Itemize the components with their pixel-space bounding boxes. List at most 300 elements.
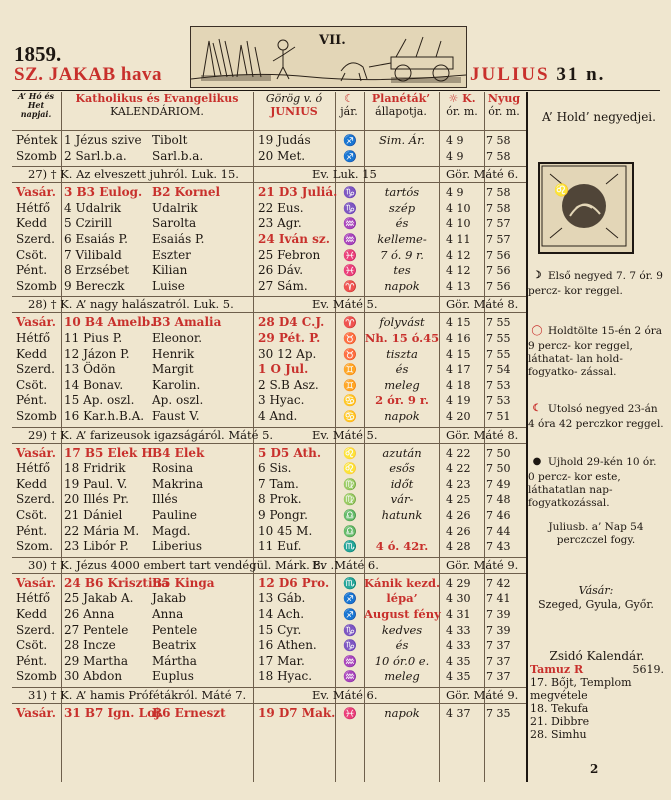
zodiac-sign-icon: ♑ <box>343 186 357 200</box>
planet-cell: Sim. Ár. <box>379 133 425 147</box>
year: 1859. <box>14 42 62 66</box>
header-vignette <box>190 26 467 88</box>
sunset-cell: 7 55 <box>486 331 511 345</box>
gospel-line <box>12 167 526 182</box>
protestant-cell: Luise <box>152 278 185 293</box>
fairs <box>530 584 662 612</box>
greek-cell: 11 Euf. <box>258 539 302 554</box>
gospel-line <box>12 297 526 312</box>
catholic-cell: 22 Mária M. <box>64 523 140 538</box>
protestant-cell: Euplus <box>152 669 194 684</box>
sunset-cell: 7 42 <box>486 576 511 590</box>
col-weekday-header: A’ Hó és Het napjai. <box>17 91 55 119</box>
sunset-cell: 7 44 <box>486 524 511 538</box>
sunrise-cell: 4 10 <box>446 217 471 231</box>
catholic-cell: 10 B4 Amelb. <box>64 315 155 330</box>
table-row <box>12 477 526 493</box>
catholic-cell: 27 Pentele <box>64 622 129 637</box>
gospel-line <box>12 428 526 443</box>
sunrise-cell: 4 19 <box>446 394 471 408</box>
moon-phase-icon: ☾ <box>532 403 542 414</box>
zodiac-sign-icon: ♒ <box>343 670 357 684</box>
lion-icon <box>540 164 628 248</box>
catholic-cell: 17 B5 Elek H. <box>64 445 157 460</box>
protestant-cell: Sarl.b.a. <box>152 148 204 163</box>
sunset-cell: 7 58 <box>486 186 511 200</box>
moon-phase-icon: ☽ <box>532 270 542 281</box>
zodiac-sign-icon: ♐ <box>343 149 357 163</box>
catholic-cell: 25 Jakab A. <box>64 591 134 606</box>
sunset-cell: 7 39 <box>486 623 511 637</box>
sunset-cell: 7 56 <box>486 264 511 278</box>
rule-h <box>12 443 526 444</box>
planet-cell: kelleme- <box>377 231 427 246</box>
sunrise-cell: 4 22 <box>446 462 471 476</box>
greek-cell: 13 Gáb. <box>258 591 306 606</box>
sunrise-cell: 4 33 <box>446 623 471 637</box>
weekday-cell: Vasár. <box>16 185 56 200</box>
planet-cell: lépa’ <box>386 591 418 606</box>
rule-h <box>12 130 526 131</box>
svg-text:♌: ♌ <box>554 183 569 197</box>
sunrise-cell: 4 35 <box>446 654 471 668</box>
table-row <box>12 279 526 295</box>
sunrise-cell: 4 26 <box>446 508 471 522</box>
zodiac-sign-icon: ♓ <box>343 248 357 262</box>
planet-cell: napok <box>384 706 420 720</box>
sunrise-cell: 4 12 <box>446 264 471 278</box>
month-title-hu: SZ. JAKAB hava <box>14 64 162 85</box>
weekday-cell: Vasár. <box>16 575 56 590</box>
weekday-cell: Hétfő <box>16 461 51 476</box>
weekday-cell: Vasár. <box>16 706 56 720</box>
jewish-month: Tamuz R <box>530 663 584 676</box>
protestant-cell: Liberius <box>152 539 203 554</box>
gospel-greek: Gör. Máté 6. <box>446 167 519 182</box>
table-row <box>12 539 526 555</box>
sunrise-cell: 4 9 <box>446 134 464 147</box>
col-sunset-sub: ór. m. <box>488 105 520 118</box>
planet-cell: és <box>395 362 409 377</box>
zodiac-sign-icon: ♑ <box>343 201 357 215</box>
zodiac-sign-icon: ♍ <box>343 477 357 491</box>
weekday-cell: Hétfő <box>16 591 51 606</box>
greek-cell: 16 Athen. <box>258 638 317 653</box>
moon-phase-item <box>528 322 664 379</box>
sunset-cell: 7 54 <box>486 363 511 377</box>
sunrise-cell: 4 33 <box>446 639 471 653</box>
weekday-cell: Pént. <box>16 653 48 668</box>
table-row <box>12 461 526 477</box>
catholic-cell: 11 Pius P. <box>64 330 123 345</box>
table-row <box>12 378 526 394</box>
protestant-cell: Pentele <box>152 622 198 637</box>
col-planets-sub: állapotja. <box>375 105 427 118</box>
table-row <box>12 315 526 331</box>
gospel-catholic: 28) † K. A’ nagy halászatról. Luk. 5. <box>28 297 234 312</box>
protestant-cell: Anna <box>152 606 184 621</box>
weekday-cell: Szomb <box>16 278 57 293</box>
weekday-cell: Szerd. <box>16 622 55 637</box>
rule-v-right <box>526 92 528 782</box>
gospel-evangelical: Ev. Luk. 15 <box>312 167 377 182</box>
sunset-cell: 7 48 <box>486 493 511 507</box>
weekday-cell: Vasár. <box>16 445 56 460</box>
protestant-cell: Magd. <box>152 523 191 538</box>
planet-cell: 2 ór. 9 r. <box>375 393 429 408</box>
planet-cell: tartós <box>384 185 420 200</box>
weekday-cell: Szomb <box>16 148 57 163</box>
table-row <box>12 216 526 232</box>
protestant-cell: Karolin. <box>152 377 201 392</box>
catholic-cell: 1 Jézus szive <box>64 133 142 147</box>
table-row <box>12 492 526 508</box>
protestant-cell: Beatrix <box>152 638 197 653</box>
greek-cell: 20 Met. <box>258 148 306 163</box>
catholic-cell: 2 Sarl.b.a. <box>64 148 127 163</box>
catholic-cell: 14 Bonav. <box>64 377 124 392</box>
gospel-greek: Gör. Máté 9. <box>446 557 519 572</box>
zodiac-sign-icon: ♐ <box>343 592 357 606</box>
month-roman-numeral: VII. <box>319 33 346 48</box>
planet-cell: esős <box>389 461 415 476</box>
gospel-greek: Gör. Máté 9. <box>446 688 519 702</box>
weekday-cell: Csöt. <box>16 638 48 653</box>
catholic-cell: 26 Anna <box>64 606 115 621</box>
week-block <box>12 133 526 164</box>
weekday-cell: Csöt. <box>16 247 48 262</box>
jewish-item: 17. Bőjt, Templom megvétele <box>530 676 632 702</box>
sunset-cell: 7 55 <box>486 316 511 330</box>
table-row <box>12 446 526 462</box>
table-row <box>12 232 526 248</box>
zodiac-sign-icon: ♐ <box>343 134 357 147</box>
zodiac-sign-icon: ♓ <box>343 264 357 278</box>
planet-cell: 4 ó. 42r. <box>375 539 429 554</box>
table-row <box>12 638 526 654</box>
zodiac-sign-icon: ♈ <box>343 316 357 330</box>
zodiac-sign-icon: ♍ <box>343 493 357 507</box>
protestant-cell: Pauline <box>152 507 197 522</box>
weekday-cell: Szerd. <box>16 362 55 377</box>
sunset-cell: 7 39 <box>486 607 511 621</box>
catholic-cell: 20 Illés Pr. <box>64 492 129 507</box>
weekday-cell: Szomb <box>16 669 57 684</box>
greek-cell: 19 Judás <box>258 133 311 147</box>
planet-cell <box>364 524 440 540</box>
catholic-cell: 4 Udalrik <box>64 200 122 215</box>
sunrise-cell: 4 16 <box>446 331 471 345</box>
planet-cell: és <box>395 216 409 231</box>
catholic-cell: 6 Esaiás P. <box>64 231 128 246</box>
zodiac-sign-icon: ♊ <box>343 378 357 392</box>
planet-cell: hatunk <box>381 507 423 522</box>
protestant-cell: Sarolta <box>152 216 197 231</box>
weekday-cell: Szom. <box>16 539 53 554</box>
catholic-cell: 3 B3 Eulog. <box>64 185 143 200</box>
jewish-calendar <box>530 650 664 741</box>
col-calendar-title: KALENDÁRIOM. <box>110 105 204 118</box>
week-block <box>12 446 526 555</box>
sunset-cell: 7 58 <box>486 149 511 163</box>
planet-cell: Nh. 15 ó.45 <box>364 330 440 345</box>
greek-cell: 19 D7 Mak. <box>258 706 336 720</box>
sunset-cell: 7 57 <box>486 232 511 246</box>
gospel-catholic: 29) † K. A’ farizeusok igazságáról. Máté 5. <box>28 427 274 442</box>
greek-cell: 18 Hyac. <box>258 669 313 684</box>
sunrise-cell: 4 30 <box>446 592 471 606</box>
greek-cell: 22 Eus. <box>258 200 304 215</box>
catholic-cell: 9 Bereczk <box>64 278 125 293</box>
sunset-cell: 7 37 <box>486 639 511 653</box>
greek-cell: 28 D4 C.J. <box>258 315 325 330</box>
greek-cell: 5 D5 Ath. <box>258 445 322 460</box>
weekday-cell: Szerd. <box>16 492 55 507</box>
table-row <box>12 263 526 279</box>
protestant-cell: Udalrik <box>152 200 198 215</box>
planet-cell: napok <box>384 278 420 293</box>
moon-phase-text: Első negyed 7. 7 ór. 9 percz- kor reggel. <box>528 270 663 297</box>
zodiac-sign-icon: ♑ <box>343 639 357 653</box>
catholic-cell: 16 Kar.h.B.A. <box>64 408 145 423</box>
sunrise-cell: 4 9 <box>446 149 464 163</box>
zodiac-sign-icon: ♓ <box>343 707 357 720</box>
greek-cell: 30 12 Ap. <box>258 346 317 361</box>
moon-phase-text: Ujhold 29-kén 10 ór. 0 percz- kor este, láthatatlan nap-fogyatkozással. <box>528 456 657 509</box>
table-row <box>12 623 526 639</box>
table-row <box>12 508 526 524</box>
table-row <box>12 393 526 409</box>
planet-cell: napok <box>384 408 420 423</box>
planet-cell: azután <box>382 445 422 460</box>
weekday-cell: Pént. <box>16 523 48 538</box>
sunset-cell: 7 35 <box>486 707 511 720</box>
catholic-cell: 18 Fridrik <box>64 461 126 476</box>
sunset-cell: 7 37 <box>486 670 511 684</box>
moon-phase-text: Holdtölte 15-én 2 óra 9 percz- kor reggel, láthatat- lan hold-fogyatko- zással. <box>528 325 663 378</box>
catholic-cell: 21 Dániel <box>64 507 123 522</box>
protestant-cell: Eszter <box>152 247 191 262</box>
planet-cell: meleg <box>384 669 420 684</box>
col-planets-header <box>364 92 438 130</box>
zodiac-sign-icon: ♎ <box>343 524 357 538</box>
table-row <box>12 149 526 165</box>
week-block <box>12 315 526 424</box>
weekday-cell: Szerd. <box>16 231 55 246</box>
weekday-cell: Pént. <box>16 393 48 408</box>
sunrise-cell: 4 15 <box>446 347 471 361</box>
planet-cell: tes <box>393 263 411 278</box>
sunrise-cell: 4 9 <box>446 186 464 200</box>
zodiac-sign-icon: ♉ <box>343 331 357 345</box>
col-moon-header <box>335 92 363 130</box>
planet-cell: időt <box>390 476 414 491</box>
table-row <box>12 607 526 623</box>
zodiac-sign-icon: ♒ <box>343 232 357 246</box>
sunrise-cell: 4 35 <box>446 670 471 684</box>
gospel-evangelical: Ev. Máté 6. <box>312 688 378 702</box>
table-row <box>12 591 526 607</box>
zodiac-sign-icon: ♌ <box>343 462 357 476</box>
zodiac-sign-icon: ♐ <box>343 607 357 621</box>
gospel-evangelical: Ev. Máté 5. <box>312 427 378 442</box>
sunset-cell: 7 51 <box>486 409 511 423</box>
month-days: 31 n. <box>556 64 606 85</box>
planet-cell: folyvást <box>379 315 425 330</box>
protestant-cell: Makrina <box>152 476 204 491</box>
greek-cell: 12 D6 Pro. <box>258 575 330 590</box>
weekday-cell: Szomb <box>16 408 57 423</box>
jewish-item: 18. Tekufa <box>530 702 589 715</box>
sunset-cell: 7 53 <box>486 394 511 408</box>
fairs-text: Szeged, Gyula, Győr. <box>538 598 654 611</box>
catholic-cell: 12 Jázon P. <box>64 346 130 361</box>
zodiac-sign-icon: ♎ <box>343 508 357 522</box>
planet-cell: 10 ór.0 e. <box>374 653 430 668</box>
table-row <box>12 654 526 670</box>
weekday-cell: Vasár. <box>16 315 56 330</box>
zodiac-sign-icon: ♊ <box>343 363 357 377</box>
col-greek-header <box>254 92 334 130</box>
moon-header-icon: ☾ <box>344 92 354 105</box>
sunset-cell: 7 55 <box>486 347 511 361</box>
table-row <box>12 409 526 425</box>
protestant-cell: B3 Amalia <box>152 315 222 330</box>
col-moon-title: jár. <box>340 105 358 118</box>
greek-cell: 25 Febron <box>258 247 321 262</box>
zodiac-sign-icon: ♏ <box>343 576 357 590</box>
greek-cell: 7 Tam. <box>258 476 299 491</box>
sunset-cell: 7 49 <box>486 477 511 491</box>
catholic-cell: 23 Libór P. <box>64 539 129 554</box>
gospel-greek: Gör. Máté 8. <box>446 427 519 442</box>
catholic-cell: 19 Paul. V. <box>64 476 128 491</box>
rule-h <box>12 312 526 313</box>
sunrise-cell: 4 28 <box>446 540 471 554</box>
gospel-catholic: 30) † K. Jézus 4000 embert tart vendégül. Márk. 8. <box>28 557 325 572</box>
jewish-year: 5619. <box>632 663 664 676</box>
sunrise-cell: 4 31 <box>446 607 471 621</box>
sunset-cell: 7 46 <box>486 508 511 522</box>
rule-h <box>12 573 526 574</box>
planet-cell <box>364 149 440 165</box>
greek-cell: 10 45 M. <box>258 523 313 538</box>
planet-cell: Kánik kezd. <box>364 575 441 590</box>
table-row <box>12 133 526 149</box>
weekday-cell: Péntek <box>16 133 58 147</box>
planet-cell: szép <box>388 200 416 215</box>
sunrise-cell: 4 26 <box>446 524 471 538</box>
protestant-cell: Illés <box>152 492 178 507</box>
sunset-cell: 7 43 <box>486 540 511 554</box>
greek-cell: 14 Ach. <box>258 606 305 621</box>
col-sunrise-title <box>440 92 484 105</box>
table-row <box>12 331 526 347</box>
col-greek-month: JUNIUS <box>270 105 318 118</box>
weekday-cell: Csöt. <box>16 507 48 522</box>
weekday-cell: Hétfő <box>16 200 51 215</box>
month-latin: JULIUS <box>470 64 550 85</box>
greek-cell: 27 Sám. <box>258 278 308 293</box>
planet-cell: kedves <box>381 622 423 637</box>
col-sunrise-sub: ór. m. <box>446 105 478 118</box>
catholic-cell: 15 Ap. oszl. <box>64 393 135 408</box>
gospel-catholic: 31) † K. A’ hamis Prófétákról. Máté 7. <box>28 688 247 702</box>
catholic-cell: 31 B7 Ign. Loj. <box>64 706 164 720</box>
zodiac-sign-icon: ♋ <box>343 394 357 408</box>
sunset-cell: 7 41 <box>486 592 511 606</box>
planet-cell: tiszta <box>386 346 418 361</box>
moon-phase-item <box>528 400 664 431</box>
catholic-cell: 8 Erzsébet <box>64 263 130 278</box>
protestant-cell: B2 Kornel <box>152 185 221 200</box>
greek-cell: 6 Sis. <box>258 461 292 476</box>
protestant-cell: B4 Elek <box>152 445 205 460</box>
sunrise-cell: 4 10 <box>446 201 471 215</box>
week-block <box>12 185 526 294</box>
week-block <box>12 576 526 685</box>
sunset-cell: 7 58 <box>486 134 511 147</box>
sunset-cell: 7 50 <box>486 446 511 460</box>
table-row <box>12 669 526 685</box>
jewish-items <box>530 676 664 741</box>
moon-phase-item <box>528 453 664 510</box>
table-row <box>12 185 526 201</box>
gospel-evangelical: Ev. Máté 5. <box>312 297 378 312</box>
zodiac-sign-icon: ♒ <box>343 654 357 668</box>
weekday-cell: Kedd <box>16 606 48 621</box>
catholic-cell: 7 Vilibald <box>64 247 122 262</box>
greek-cell: 24 Iván sz. <box>258 231 330 246</box>
jewish-item: 21. Dibbre <box>530 715 590 728</box>
sunrise-cell: 4 20 <box>446 409 471 423</box>
sunrise-cell: 4 29 <box>446 576 471 590</box>
weekday-cell: Csöt. <box>16 377 48 392</box>
sunrise-cell: 4 25 <box>446 493 471 507</box>
protestant-cell: Jakab <box>152 591 187 606</box>
zodiac-sign-icon: ♑ <box>343 623 357 637</box>
greek-cell: 26 Dáv. <box>258 263 304 278</box>
greek-cell: 8 Prok. <box>258 492 302 507</box>
page-number: 2 <box>590 762 599 776</box>
sunset-cell: 7 58 <box>486 201 511 215</box>
sunrise-cell: 4 11 <box>446 232 471 246</box>
protestant-cell: Ap. oszl. <box>152 393 204 408</box>
planet-cell: meleg <box>384 377 420 392</box>
greek-cell: 9 Pongr. <box>258 507 308 522</box>
week-block <box>12 706 526 722</box>
gospel-line <box>12 688 526 703</box>
month-title-lat <box>470 64 605 86</box>
weekday-cell: Kedd <box>16 476 48 491</box>
catholic-cell: 30 Abdon <box>64 669 123 684</box>
col-sunrise-header <box>440 92 484 130</box>
zodiac-leo-illustration <box>538 162 634 254</box>
zodiac-sign-icon: ♌ <box>343 446 357 460</box>
greek-cell: 2 S.B Asz. <box>258 377 319 392</box>
col-sunset-title: Nyug <box>487 92 521 105</box>
protestant-cell: B5 Kinga <box>152 575 215 590</box>
header-rule <box>12 90 660 91</box>
protestant-cell: Henrik <box>152 346 195 361</box>
sunrise-cell: 4 18 <box>446 378 471 392</box>
sunset-cell: 7 56 <box>486 248 511 262</box>
rule-h <box>12 703 526 704</box>
sunrise-cell: 4 13 <box>446 279 471 293</box>
sunrise-cell: 4 22 <box>446 446 471 460</box>
moon-quarters-title: A’ Hold’ negyedjei. <box>542 110 656 124</box>
sunrise-cell: 4 15 <box>446 316 471 330</box>
